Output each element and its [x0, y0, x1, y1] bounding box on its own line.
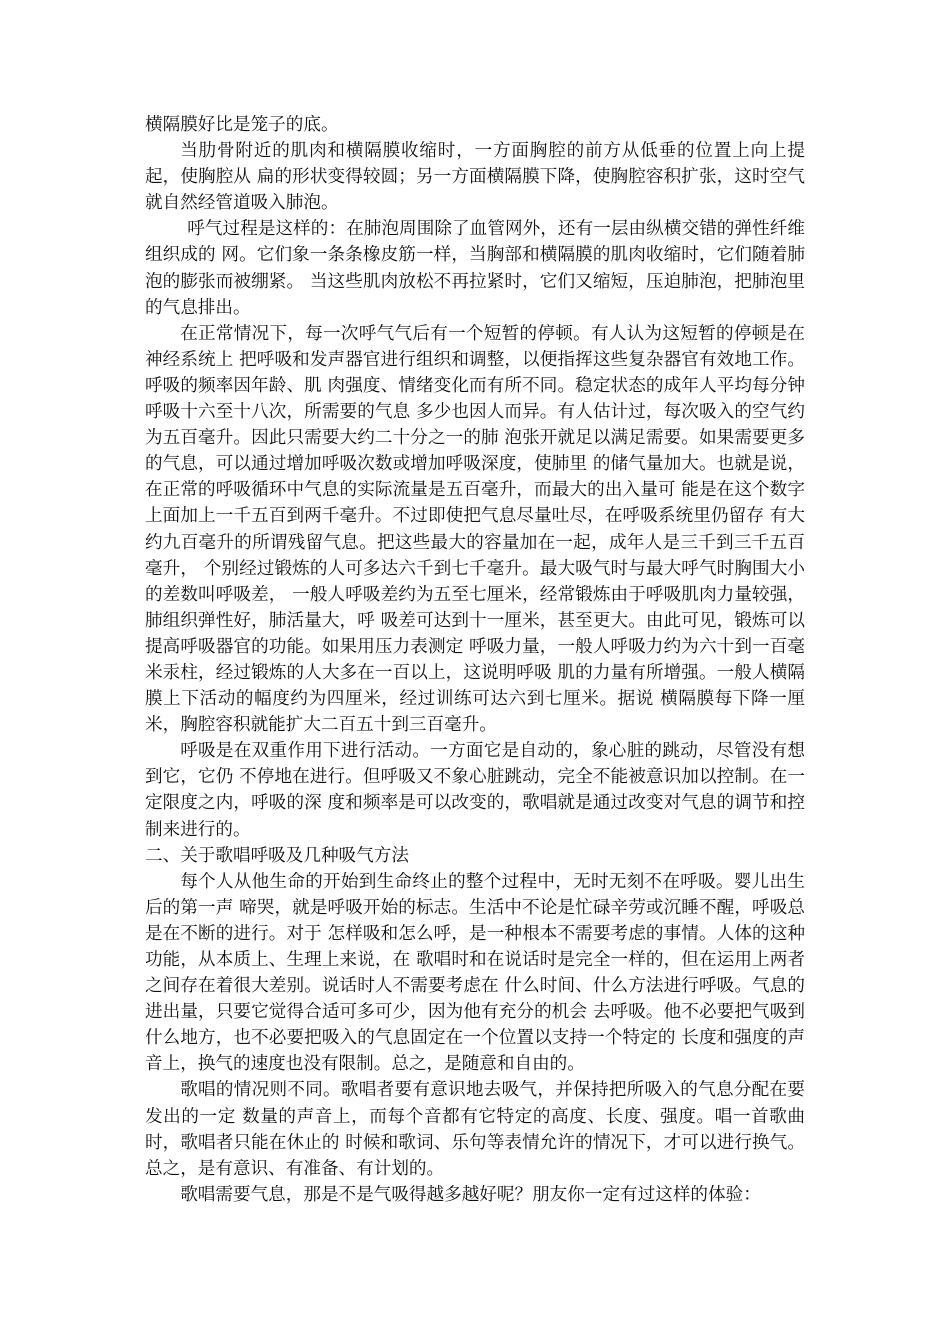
paragraph: 当肋骨附近的肌肉和横隔膜收缩时，一方面胸腔的前方从低垂的位置上向上提起，使胸腔从 扁的形状变得较圆；另一方面横隔膜下降，使胸腔容积扩张，这时空气就自然经管道吸入肺泡。 — [145, 141, 805, 214]
paragraph: 横隔膜好比是笼子的底。 — [145, 115, 339, 135]
paragraph: 呼吸是在双重作用下进行活动。一方面它是自动的，象心脏的跳动，尽管没有想到它，它仍 不停地在进行。但呼吸又不象心脏跳动，完全不能被意识加以控制。在一定限度之内，呼吸的深 度和频率是可以改变的，歌唱就是通过改变对气息的调节和控制来进行的。 — [145, 741, 805, 840]
paragraph: 歌唱需要气息，那是不是气吸得越多越好呢？朋友你一定有过这样的体验： — [180, 1184, 761, 1205]
paragraph: 歌唱的情况则不同。歌唱者要有意识地去吸气，并保持把所吸入的气息分配在要发出的一定 数量的声音上，而每个音都有它特定的高度、长度、强度。唱一首歌曲时，歌唱者只能在休止的 时候和歌词、乐句等表情允许的情况下，才可以进行换气。总之，是有意识、有准备、有计划的。 — [145, 1080, 805, 1179]
section-heading: 二、关于歌唱呼吸及几种吸气方法 — [145, 845, 409, 866]
paragraph: 呼气过程是这样的：在肺泡周围除了血管网外，还有一层由纵横交错的弹性纤维组织成的 网。它们象一条条橡皮筋一样，当胸部和横隔膜的肌肉收缩时，它们随着肺泡的膨张而被绷紧。 当这些肌肉放松不再拉紧时，它们又缩短，压迫肺泡，把肺泡里的气息排出。 — [145, 219, 805, 318]
paragraph: 每个人从他生命的开始到生命终止的整个过程中，无时无刻不在呼吸。婴儿出生后的第一声 啼哭，就是呼吸开始的标志。生活中不论是忙碌辛劳或沉睡不醒，呼吸总是在不断的进行。对于 怎样吸和怎么呼，是一种根本不需要考虑的事情。人体的这种功能，从本质上、生理上来说，在 歌唱时和在说话时是完全一样的，但在运用上两者之间存在着很大差别。说话时人不需要考虑在 什么时间、什么方法进行呼吸。气息的进出量，只要它觉得合适可多可少，因为他有充分的机会 去呼吸。他不必要把气吸到什么地方，也不必要把吸入的气息固定在一个位置以支持一个特定的 长度和强度的声音上，换气的速度也没有限制。总之，是随意和自由的。 — [145, 871, 805, 1075]
paragraph: 在正常情况下，每一次呼气气后有一个短暂的停顿。有人认为这短暂的停顿是在神经系统上 把呼吸和发声器官进行组织和调整，以便指挥这些复杂器官有效地工作。呼吸的频率因年龄、肌 肉强度、情绪变化而有所不同。稳定状态的成年人平均每分钟呼吸十六至十八次，所需要的气息 多少也因人而异。有人估计过，每次吸入的空气约为五百毫升。因此只需要大约二十分之一的肺 泡张开就足以满足需要。如果需要更多的气息，可以通过增加呼吸次数或增加呼吸深度，使肺里 的储气量加大。也就是说，在正常的呼吸循环中气息的实际流量是五百毫升，而最大的出入量可 能是在这个数字上面加上一千五百到两千毫升。不过即使把气息尽量吐尽，在呼吸系统里仍留存 有大约九百毫升的所谓残留气息。把这些最大的容量加在一起，成年人是三千到三千五百毫升， 个别经过锻炼的人可多达六千到七千毫升。最大吸气时与最大呼气时胸围大小的差数叫呼吸差， 一般人呼吸差约为五至七厘米，经常锻炼由于呼吸肌肉力量较强，肺组织弹性好，肺活量大，呼 吸差可达到十一厘米，甚至更大。由此可见，锻炼可以提高呼吸器官的功能。如果用压力表测定 呼吸力量，一般人呼吸力约为六十到一百毫米汞柱，经过锻炼的人大多在一百以上，这说明呼吸 肌的力量有所增强。一般人横隔膜上下活动的幅度约为四厘米，经过训练可达六到七厘米。据说 横隔膜每下降一厘米，胸腔容积就能扩大二百五十到三百毫升。 — [145, 323, 805, 736]
document-page — [145, 112, 805, 1208]
